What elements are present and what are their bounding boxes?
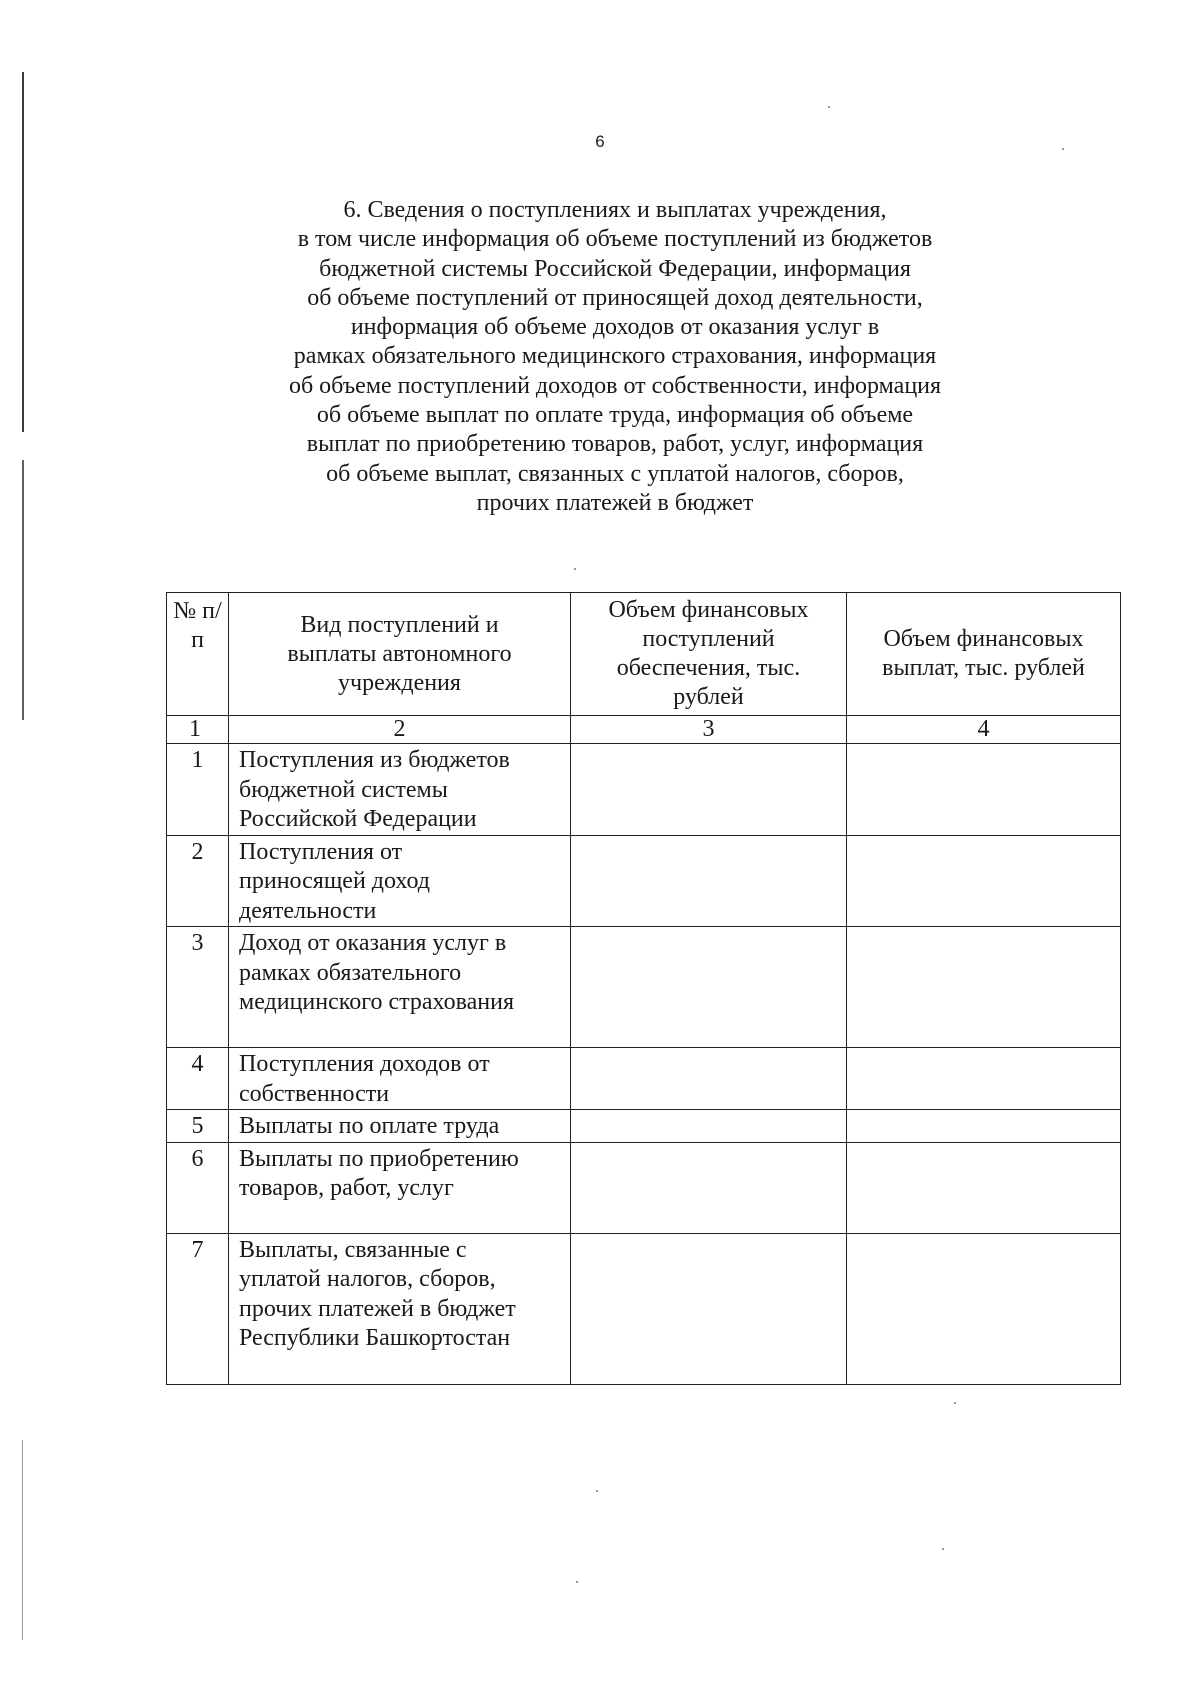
- table-row: [167, 1233, 1121, 1384]
- payments-cell[interactable]: [847, 1110, 1121, 1143]
- table-row: [167, 1142, 1121, 1233]
- row-number: 4: [167, 1048, 229, 1110]
- payments-cell[interactable]: [847, 744, 1121, 836]
- income-cell[interactable]: [571, 835, 847, 927]
- row-label: Поступления от приносящей доход деятельности: [229, 835, 571, 927]
- row-label: Выплаты, связанные с уплатой налогов, сборов, прочих платежей в бюджет Республики Башкортостан: [229, 1233, 571, 1384]
- row-number: 6: [167, 1142, 229, 1233]
- column-number: 4: [847, 716, 1121, 744]
- income-cell[interactable]: [571, 927, 847, 1048]
- table-row: [167, 835, 1121, 927]
- header-number: № п/п: [167, 593, 229, 716]
- income-payments-table: [166, 592, 1121, 1385]
- scan-edge-line: [22, 460, 24, 720]
- payments-cell[interactable]: [847, 1142, 1121, 1233]
- header-income-volume: Объем финансовых поступлений обеспечения, тыс. рублей: [571, 593, 847, 716]
- header-type: Вид поступлений и выплаты автономного учреждения: [229, 593, 571, 716]
- scan-edge-line: [22, 1440, 23, 1640]
- heading-line: прочих платежей в бюджет: [476, 489, 754, 516]
- table-header-row: [167, 593, 1121, 716]
- column-number: 1: [167, 716, 229, 744]
- payments-cell[interactable]: [847, 1233, 1121, 1384]
- payments-cell[interactable]: [847, 1048, 1121, 1110]
- row-label: Выплаты по приобретению товаров, работ, услуг: [229, 1142, 571, 1233]
- column-number: 3: [571, 716, 847, 744]
- payments-cell[interactable]: [847, 835, 1121, 927]
- table-row: [167, 1048, 1121, 1110]
- table-row: [167, 744, 1121, 836]
- heading-line: об объеме поступлений от приносящей доход деятельности,: [307, 284, 923, 311]
- scan-speck: [576, 1581, 578, 1583]
- row-label: Выплаты по оплате труда: [229, 1110, 571, 1143]
- heading-line: информация об объеме доходов от оказания услуг в: [350, 314, 880, 341]
- table-row: [167, 1110, 1121, 1143]
- payments-cell[interactable]: [847, 927, 1121, 1048]
- row-label: Поступления из бюджетов бюджетной системы Российской Федерации: [229, 744, 571, 836]
- row-number: 1: [167, 744, 229, 836]
- row-label: Доход от оказания услуг в рамках обязательного медицинского страхования: [229, 927, 571, 1048]
- header-payments-volume: Объем финансовых выплат, тыс. рублей: [847, 593, 1121, 716]
- row-number: 5: [167, 1110, 229, 1143]
- heading-line: выплат по приобретению товаров, работ, услуг, информация: [306, 431, 924, 458]
- heading-line: в том числе информация об объеме поступлений из бюджетов: [297, 226, 933, 253]
- scan-speck: [954, 1402, 956, 1404]
- column-number-row: [167, 716, 1121, 744]
- heading-line: 6. Сведения о поступлениях и выплатах учреждения,: [343, 197, 887, 223]
- scan-speck: [574, 568, 576, 570]
- scan-speck: [828, 106, 830, 108]
- table-row: [167, 927, 1121, 1048]
- scan-edge-line: [22, 72, 24, 432]
- scan-speck: [596, 1490, 598, 1492]
- heading-line: об объеме выплат, связанных с уплатой налогов, сборов,: [326, 460, 904, 487]
- heading-line: об объеме выплат по оплате труда, информация об объеме: [316, 402, 914, 429]
- scan-speck: [942, 1548, 944, 1550]
- heading-line: рамках обязательного медицинского страхования, информация: [293, 343, 937, 370]
- row-number: 7: [167, 1233, 229, 1384]
- row-label: Поступления доходов от собственности: [229, 1048, 571, 1110]
- income-cell[interactable]: [571, 744, 847, 836]
- income-cell[interactable]: [571, 1110, 847, 1143]
- heading-line: об объеме поступлений доходов от собственности, информация: [288, 372, 942, 399]
- income-cell[interactable]: [571, 1233, 847, 1384]
- row-number: 2: [167, 835, 229, 927]
- income-cell[interactable]: [571, 1142, 847, 1233]
- heading-line: бюджетной системы Российской Федерации, информация: [319, 255, 911, 282]
- row-number: 3: [167, 927, 229, 1048]
- column-number: 2: [229, 716, 571, 744]
- income-cell[interactable]: [571, 1048, 847, 1110]
- section-heading: [270, 196, 960, 518]
- page-number: 6: [595, 132, 605, 151]
